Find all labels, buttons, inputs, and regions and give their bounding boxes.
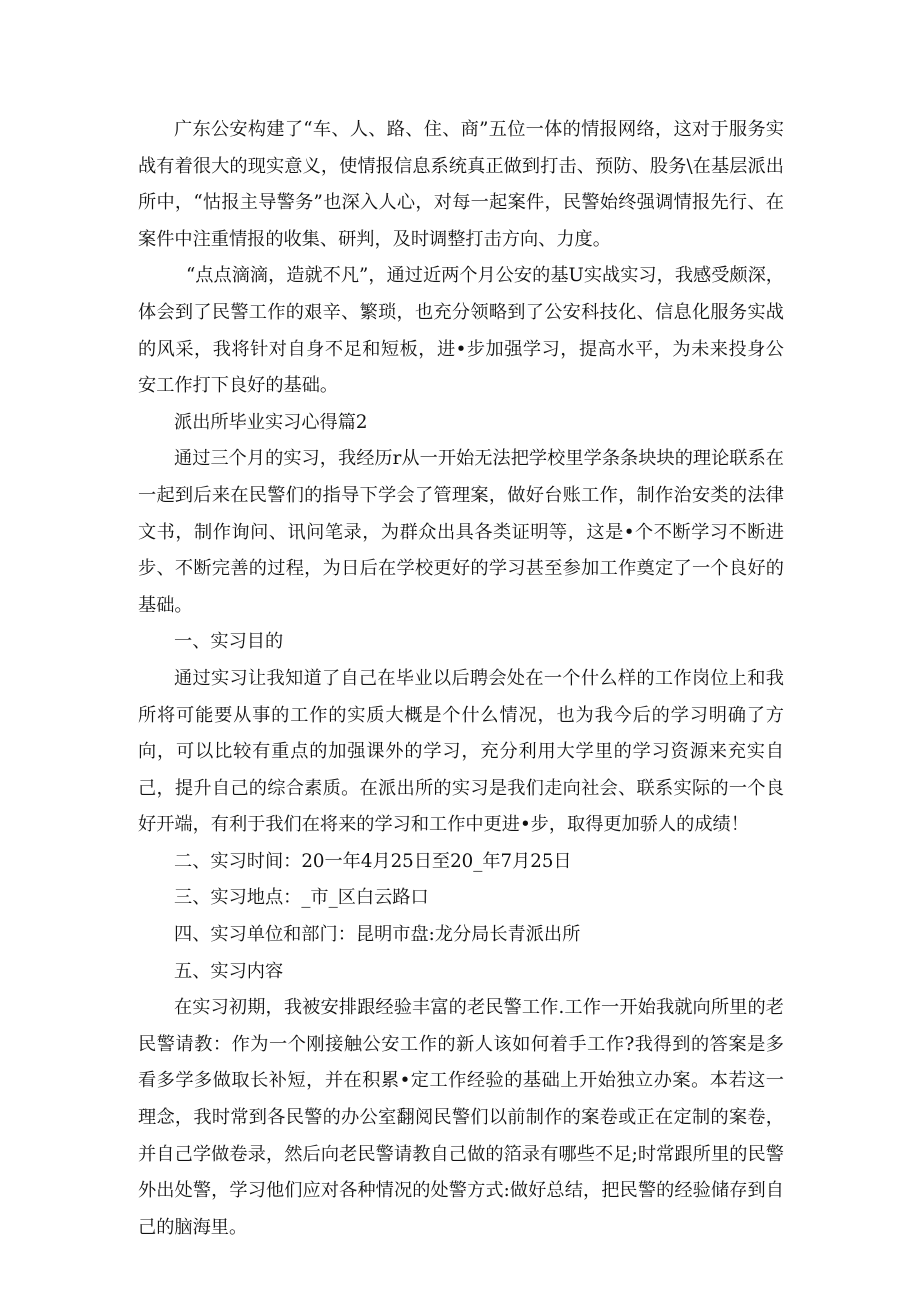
heading-purpose: 一、实习目的 [174,631,284,653]
heading-content: 五、实习内容 [174,960,284,982]
paragraph-intelligence-network: 广东公安构建了“车、人、路、住、商”五位一体的情报网络，这对于服务实战有着很大的现实意义，使情报信息系统真正做到打击、预防、股务\在基层派出所中，“怙报主导警务”也深入人心，对每一起案件，民警始终强调情报先行、在案件中注重情报的收集、研判，及时调整打击方向、力度。 [138,119,784,250]
paragraph-purpose: 通过实习让我知道了自己在毕业以后聘会处在一个什么样的工作岗位上和我所将可能要从事的工作的实质大概是个什么情况，也为我今后的学习明确了方向，可以比较有重点的加强课外的学习，充分利用大学里的学习资源来充实自己，提升自己的综合素质。在派出所的实习是我们走向社会、联系实际的一个良好开端，有利于我们在将来的学习和工作中更进•步，取得更加骄人的成绩！ [138,667,784,836]
heading-time: 二、实习时间：20一年4月25日至20_年7月25日 [174,850,572,872]
document-body [138,112,784,1246]
section-title-part2: 派出所毕业实习心得篇2 [174,411,368,433]
paragraph-content: 在实习初期，我被安排跟经验丰富的老民警工作.工作一开始我就向所里的老民警请教：作为一个刚接触公安工作的新人该如何着手工作?我得到的答案是多看多学多做取长补短，并在积累•定工作经验的基础上开始独立办案。本若这一理念，我时常到各民警的办公室翻阅民警们以前制作的案卷或正在定制的案卷，并自己学做卷录，然后向老民警请教自己做的箔录有哪些不足;时常跟所里的民警外出处警，学习他们应对各种情况的处警方式:做好总结，把民警的经验储存到自己的脑海里。 [138,997,784,1238]
paragraph-reflection: “点点滴滴，造就不凡”，通过近两个月公安的基U实战实习，我感受颇深，体会到了民警工作的艰辛、繁琐，也充分领略到了公安科技化、信息化服务实战的风采，我将针对自身不足和短板，进•步加强学习，提高水平，为未来投身公安工作打下良好的基础。 [138,265,784,397]
paragraph-three-months: 通过三个月的实习，我经历r从一开始无法把学校里学条条块块的理论联系在一起到后来在民警们的指导下学会了管理案，做好台账工作，制作治安类的法律文书，制作询问、讯问笔录，为群众出具各类证明等，这是•个不断学习不断进步、不断完善的过程，为日后在学校更好的学习甚至参加工作奠定了一个良好的基础。 [138,448,784,616]
heading-unit: 四、实习单位和部门：昆明市盘:龙分局长青派出所 [174,924,581,946]
heading-location: 三、实习地点：_市_区白云路口 [174,887,429,909]
